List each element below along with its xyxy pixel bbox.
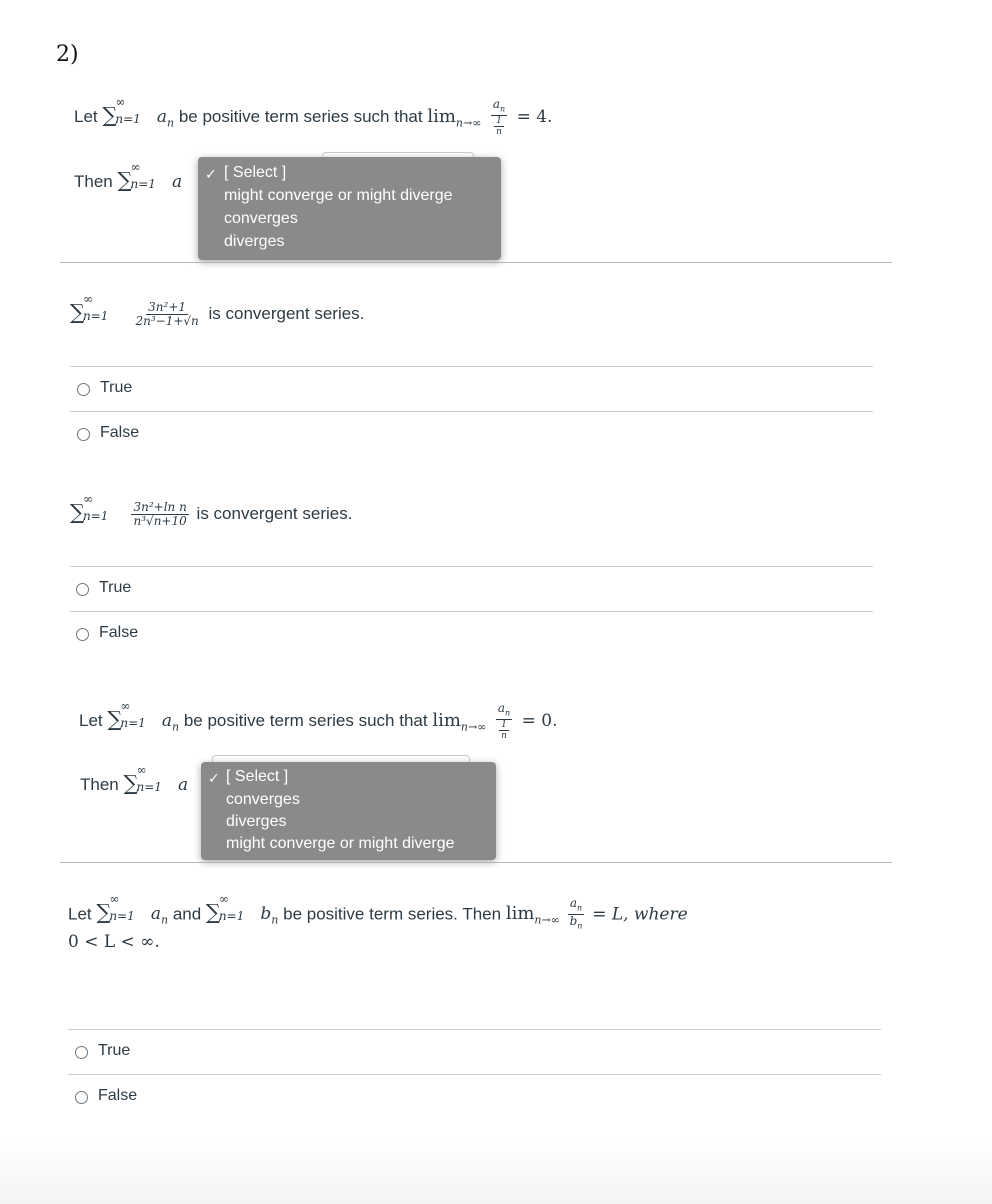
q4-then: Then ∑ ∞ n=1 a bbox=[80, 763, 189, 795]
q5-option-false[interactable]: False bbox=[98, 1087, 138, 1104]
limit: $\lim_{n\to\infty}$ bbox=[432, 710, 487, 734]
sum-symbol: ∑ ∞ n=1 bbox=[117, 160, 156, 192]
q1-series-text: be positive term series such that bbox=[178, 107, 423, 127]
q1-limit-value: = 4. bbox=[516, 107, 553, 128]
dropdown-option-selected[interactable]: [ Select ] bbox=[226, 768, 289, 785]
q3-option-true[interactable]: True bbox=[99, 579, 132, 596]
dropdown-option[interactable]: might converge or might diverge bbox=[226, 835, 455, 852]
dropdown-option[interactable]: converges bbox=[224, 210, 298, 227]
q5-condition: 0 < L < ∞. bbox=[68, 932, 160, 952]
divider bbox=[68, 1029, 881, 1030]
divider bbox=[70, 611, 873, 612]
sum-symbol: ∑ ∞ n=1 bbox=[102, 95, 141, 128]
q5-let: Let bbox=[68, 904, 92, 924]
fraction: $\frac{a_n}{b_n}$ bbox=[569, 896, 583, 931]
sum-symbol: ∑ ∞ n=1 bbox=[70, 492, 109, 524]
q4-limit-value: = 0. bbox=[521, 711, 558, 732]
a-n: $a_n$ bbox=[150, 904, 169, 927]
dropdown-option[interactable]: converges bbox=[226, 791, 300, 808]
q5-statement bbox=[68, 892, 688, 933]
q2-option-false[interactable]: False bbox=[100, 424, 140, 441]
q5-radio-true[interactable] bbox=[75, 1046, 88, 1059]
q2-text: is convergent series. bbox=[208, 304, 365, 323]
q4-dropdown-menu[interactable] bbox=[201, 762, 496, 860]
q2-fraction: $\frac{\text{3n²+1}}{\text{2n³−1+√n}}$ bbox=[135, 300, 199, 329]
q3-radio-true[interactable] bbox=[76, 583, 89, 596]
sum-symbol: ∑ ∞ n=1 bbox=[205, 892, 245, 925]
q3-statement bbox=[70, 492, 353, 529]
q5-and: and bbox=[172, 904, 202, 924]
divider bbox=[68, 1074, 881, 1075]
limit: $\lim_{n\to\infty}$ bbox=[427, 106, 482, 130]
limit: $\lim_{n\to\infty}$ bbox=[505, 903, 560, 927]
sum-symbol: ∑ ∞ n=1 bbox=[96, 892, 135, 925]
sum-symbol: ∑ ∞ n=1 bbox=[123, 763, 162, 795]
q1-statement bbox=[74, 95, 553, 138]
dropdown-option[interactable]: diverges bbox=[224, 233, 285, 250]
q1-then: Then ∑ ∞ n=1 a bbox=[74, 160, 183, 192]
q5-series-text: be positive term series. Then bbox=[283, 904, 502, 924]
q2-option-true[interactable]: True bbox=[100, 379, 133, 396]
fraction: $\frac{a_n}{\frac{1}{n}}$ bbox=[492, 97, 506, 138]
check-icon: ✓ bbox=[208, 770, 220, 786]
fraction: $\frac{a_n}{\frac{1}{n}}$ bbox=[497, 701, 511, 742]
q5-radio-false[interactable] bbox=[75, 1091, 88, 1104]
q2-statement bbox=[70, 292, 365, 329]
divider bbox=[70, 411, 873, 412]
q1-dropdown-menu[interactable] bbox=[198, 157, 501, 260]
q3-text: is convergent series. bbox=[196, 504, 353, 523]
q3-option-false[interactable]: False bbox=[99, 624, 139, 641]
divider bbox=[70, 566, 873, 567]
q1-let: Let bbox=[74, 107, 98, 127]
q2-radio-true[interactable] bbox=[77, 383, 90, 396]
q3-fraction: $\frac{\text{3n²+ln n}}{\text{n³√n+10}}$ bbox=[133, 500, 187, 529]
q5-limit-value: = L, where bbox=[592, 904, 688, 925]
divider bbox=[70, 366, 873, 367]
question-number: 2) bbox=[56, 42, 79, 67]
q4-statement bbox=[79, 699, 558, 742]
q4-series-text: be positive term series such that bbox=[183, 711, 428, 731]
divider bbox=[60, 862, 892, 863]
q5-option-true[interactable]: True bbox=[98, 1042, 131, 1059]
a-n: $a_n$ bbox=[161, 711, 180, 734]
sum-symbol: ∑ ∞ n=1 bbox=[70, 292, 109, 324]
b-n: $b_n$ bbox=[260, 904, 279, 927]
q4-let: Let bbox=[79, 711, 103, 731]
dropdown-option[interactable]: diverges bbox=[226, 813, 287, 830]
sum-symbol: ∑ ∞ n=1 bbox=[107, 699, 146, 732]
q2-radio-false[interactable] bbox=[77, 428, 90, 441]
divider bbox=[60, 262, 892, 263]
dropdown-option[interactable]: might converge or might diverge bbox=[224, 187, 453, 204]
dropdown-option-selected[interactable]: [ Select ] bbox=[224, 164, 287, 181]
a-n: $a_n$ bbox=[156, 107, 175, 130]
check-icon: ✓ bbox=[205, 166, 217, 182]
q3-radio-false[interactable] bbox=[76, 628, 89, 641]
page-bottom-band bbox=[0, 1140, 992, 1204]
